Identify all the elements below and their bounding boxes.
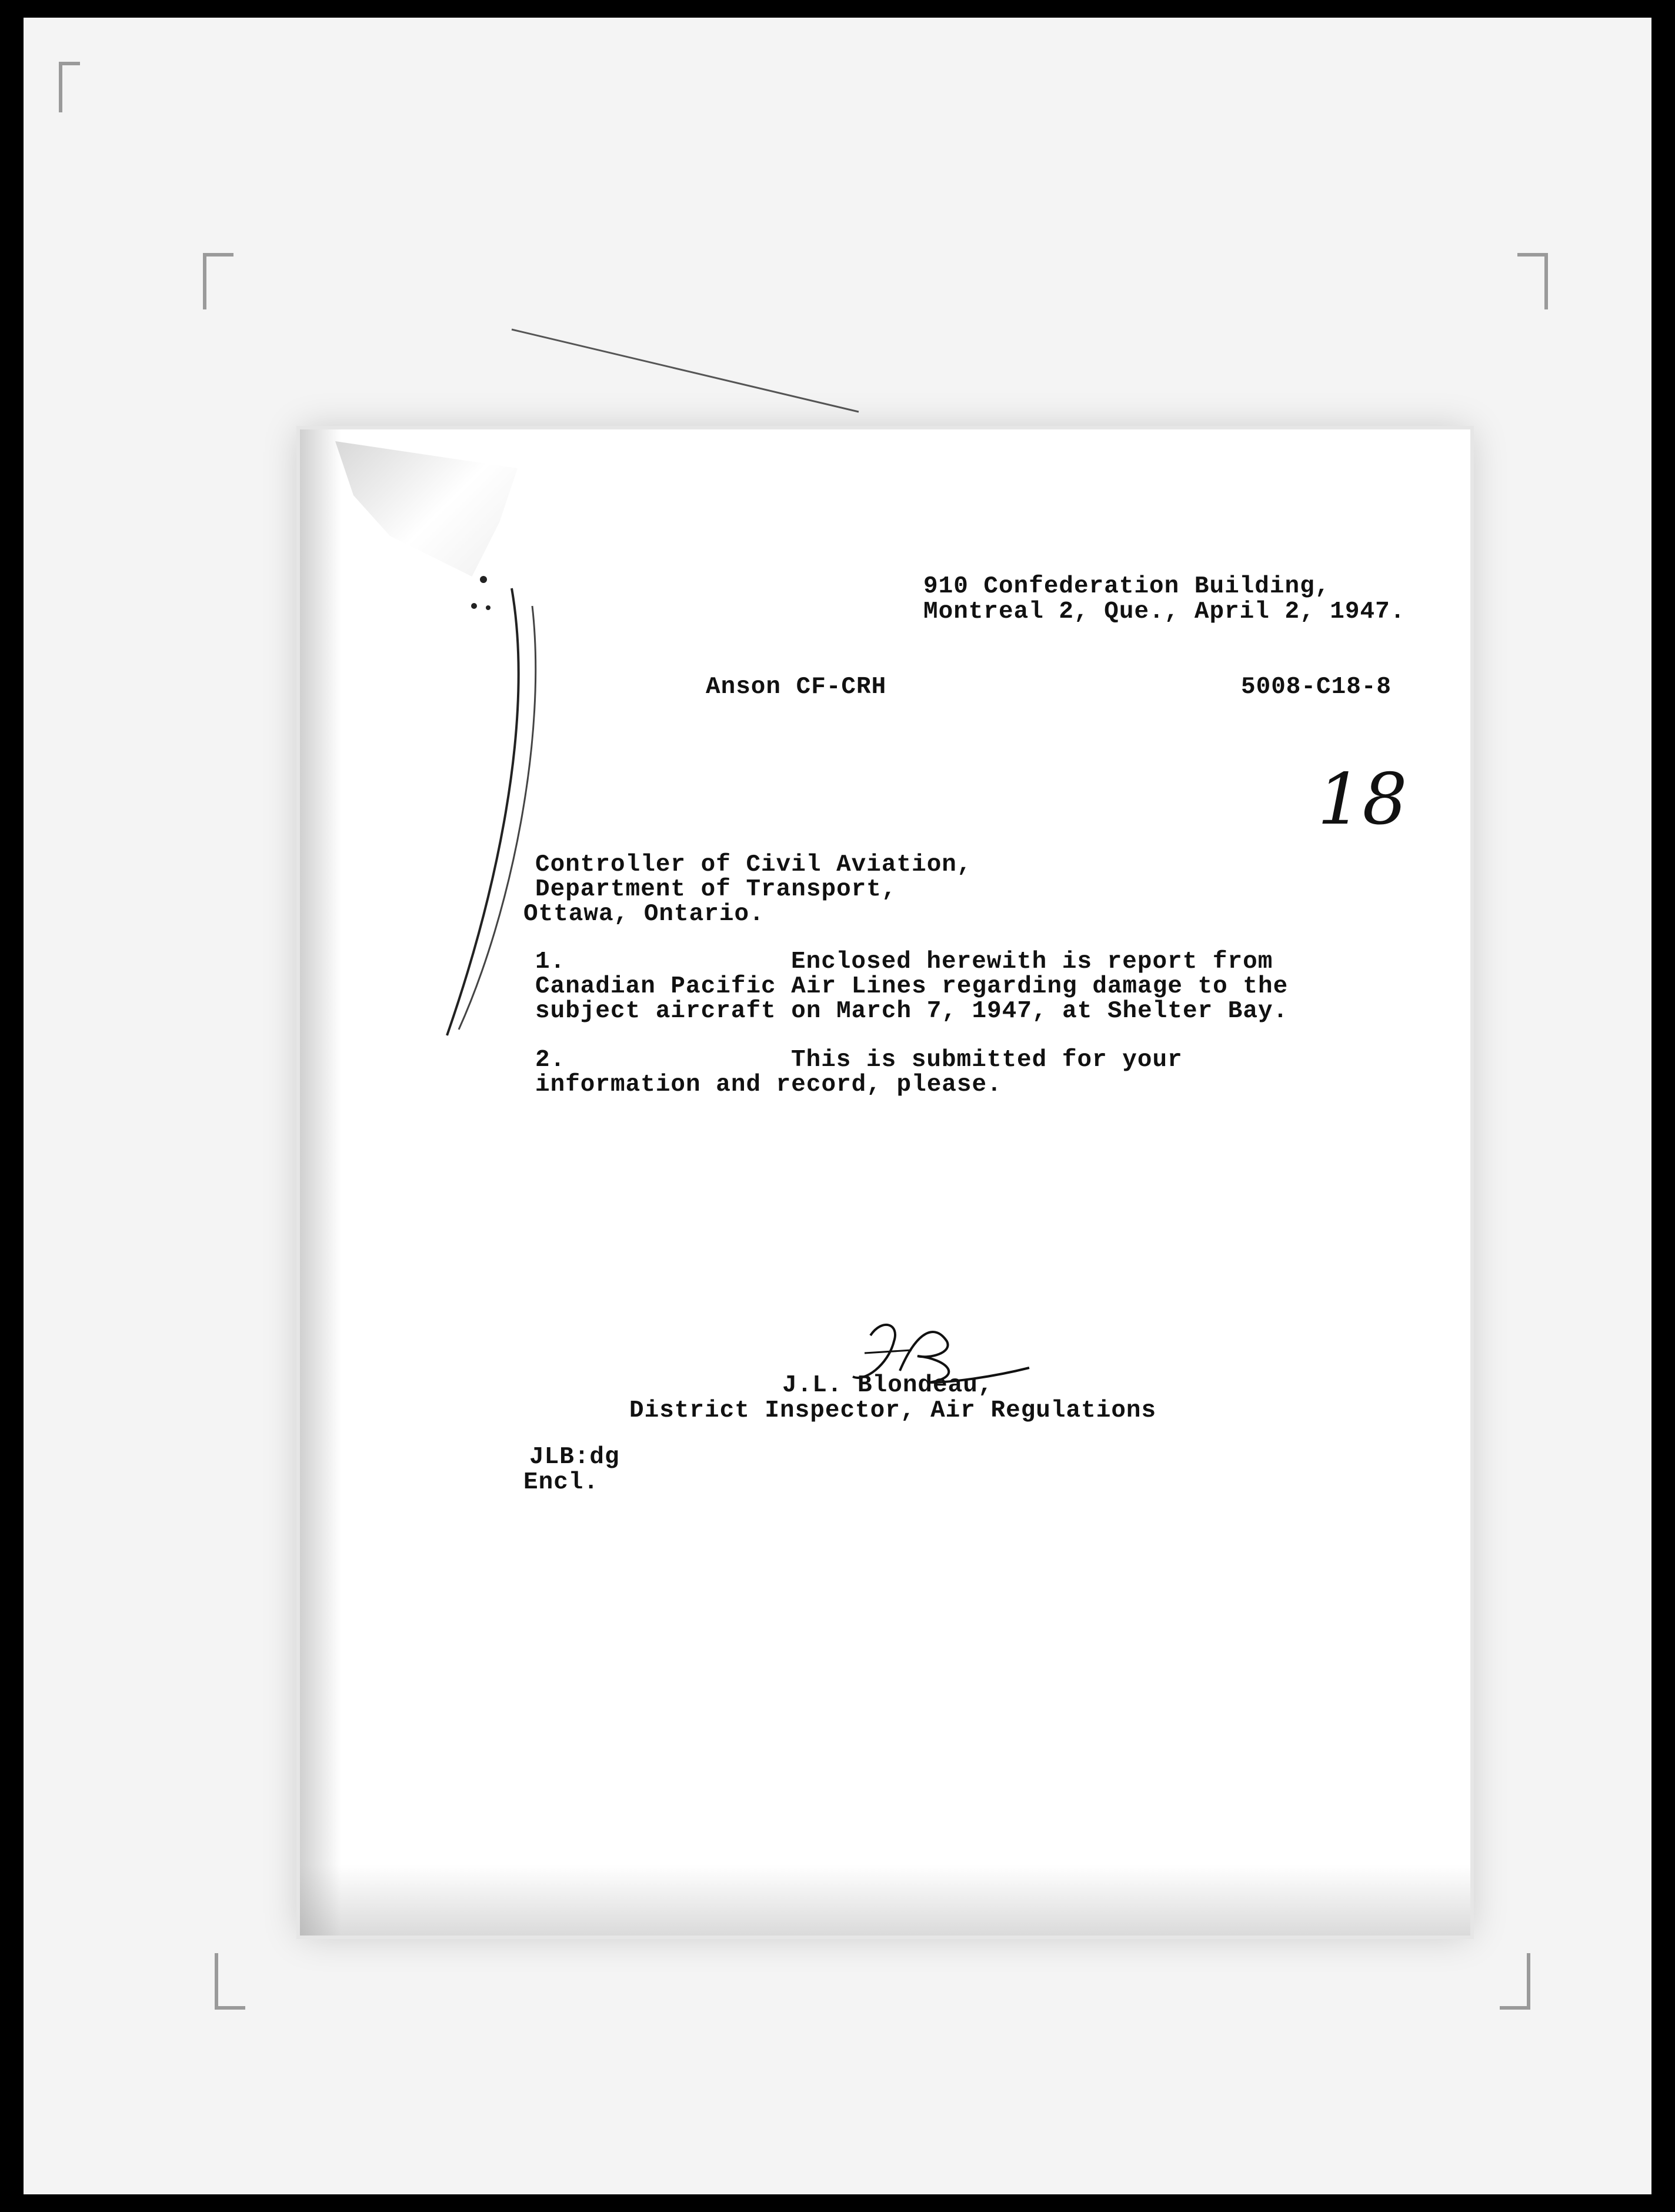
file-number: 5008-C18-8	[1241, 674, 1392, 701]
recipient-line1: Controller of Civil Aviation,	[535, 851, 972, 878]
signer-name: J.L. Blondeau,	[782, 1372, 993, 1399]
paragraph2-line2: information and record, please.	[535, 1071, 1002, 1098]
paragraph2-number: 2.	[535, 1047, 566, 1074]
sender-address-line2: Montreal 2, Que., April 2, 1947.	[923, 598, 1406, 625]
film-frame	[24, 18, 1651, 2194]
paragraph1-line1: Enclosed herewith is report from	[791, 948, 1273, 975]
paragraph1-number: 1.	[535, 948, 566, 975]
letter-page	[300, 429, 1470, 1936]
recipient-line3: Ottawa, Ontario.	[523, 901, 765, 928]
page-shadow-bottom	[300, 1865, 1470, 1936]
paragraph1-line2: Canadian Pacific Air Lines regarding damage to the	[535, 973, 1289, 1000]
reference-initials: JLB:dg	[529, 1444, 620, 1471]
paragraph1-line3: subject aircraft on March 7, 1947, at Shelter Bay.	[535, 998, 1289, 1025]
recipient-line2: Department of Transport,	[535, 876, 897, 903]
enclosure-note: Encl.	[523, 1469, 599, 1496]
margin-pencil-marks	[300, 429, 653, 1135]
folio-number-handwritten: 18	[1317, 759, 1407, 841]
sender-address-line1: 910 Confederation Building,	[923, 573, 1330, 600]
paragraph2-line1: This is submitted for your	[791, 1047, 1183, 1074]
subject-line: Anson CF-CRH	[706, 674, 887, 701]
signer-title: District Inspector, Air Regulations	[629, 1397, 1157, 1424]
